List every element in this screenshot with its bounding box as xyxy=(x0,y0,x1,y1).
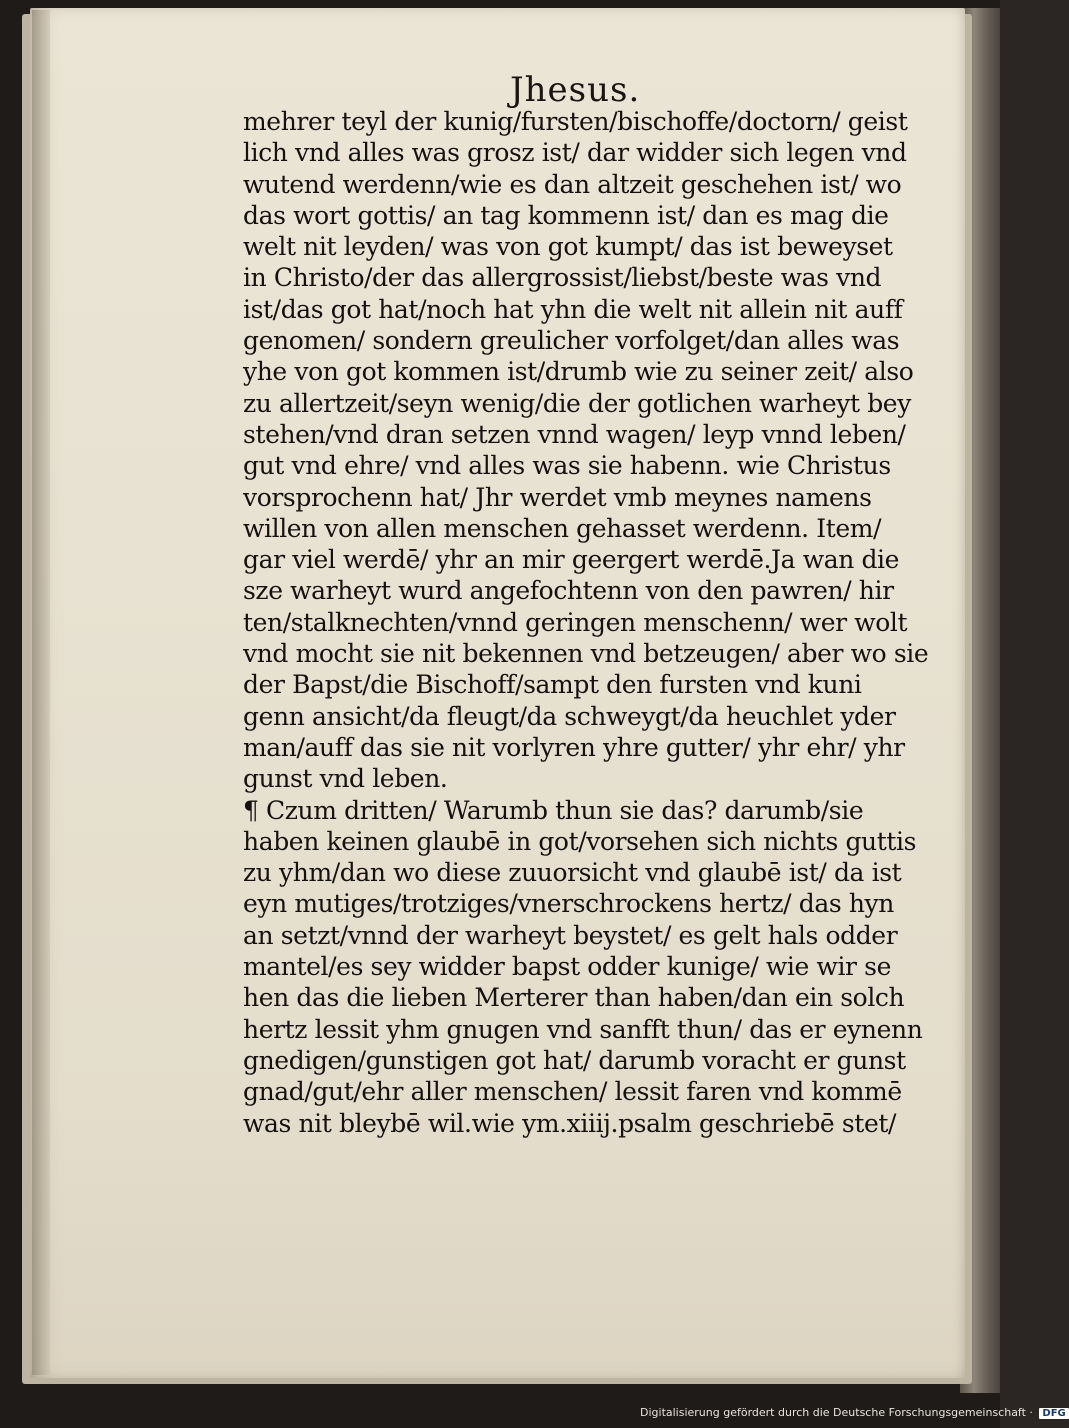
text-line: vnd mocht sie nit bekennen vnd betzeugen/ aber wo sie xyxy=(243,639,929,669)
text-line: vorsprochenn hat/ Jhr werdet vmb meynes namens xyxy=(243,482,872,512)
text-line: ¶ Czum dritten/ Warumb thun sie das? darumb/sie xyxy=(243,795,864,825)
text-line: gunst vnd leben. xyxy=(243,764,448,794)
running-head: Jhesus. xyxy=(510,70,641,110)
text-line: yhe von got kommen ist/drumb wie zu seiner zeit/ also xyxy=(243,357,914,387)
page-left-edge xyxy=(32,10,50,1375)
text-line: haben keinen glaubē in got/vorsehen sich nichts guttis xyxy=(243,826,917,856)
text-line: der Bapst/die Bischoff/sampt den fursten vnd kuni xyxy=(243,670,862,700)
text-line: zu yhm/dan wo diese zuuorsicht vnd glaubē ist/ da ist xyxy=(243,858,902,888)
text-line: hertz lessit yhm gnugen vnd sanfft thun/ das er eynenn xyxy=(243,1014,923,1044)
text-line: man/auff das sie nit vorlyren yhre gutter/ yhr ehr/ yhr xyxy=(243,732,905,762)
text-line: mehrer teyl der kunig/fursten/bischoffe/doctorn/ geist xyxy=(243,107,908,136)
text-line: mantel/es sey widder bapst odder kunige/ wie wir se xyxy=(243,952,891,982)
text-line: ist/das got hat/noch hat yhn die welt nit allein nit auff xyxy=(243,294,903,324)
text-line: gar viel werdē/ yhr an mir geergert werdē.Ja wan die xyxy=(243,545,900,575)
text-line: zu allertzeit/seyn wenig/die der gotlichen warheyt bey xyxy=(243,388,911,418)
text-line: welt nit leyden/ was von got kumpt/ das ist beweyset xyxy=(243,232,893,262)
text-line: gnedigen/gunstigen got hat/ darumb voracht er gunst xyxy=(243,1045,906,1075)
text-line: ten/stalknechten/vnnd geringen menschenn/ wer wolt xyxy=(243,607,908,637)
text-line: wutend werdenn/wie es dan altzeit geschehen ist/ wo xyxy=(243,169,902,199)
text-line: an setzt/vnnd der warheyt beystet/ es gelt hals odder xyxy=(243,920,898,950)
text-line: was nit bleybē wil.wie ym.xiiij.psalm geschriebē stet/ xyxy=(243,1108,897,1138)
text-line: das wort gottis/ an tag kommenn ist/ dan es mag die xyxy=(243,200,889,230)
text-line: eyn mutiges/trotziges/vnerschrockens hertz/ das hyn xyxy=(243,889,894,919)
text-line: gut vnd ehre/ vnd alles was sie habenn. wie Christus xyxy=(243,451,891,481)
text-line: genomen/ sondern greulicher vorfolget/dan alles was xyxy=(243,326,900,356)
text-line: lich vnd alles was grosz ist/ dar widder sich legen vnd xyxy=(243,138,907,168)
digitization-footer xyxy=(640,1406,1069,1419)
text-line: hen das die lieben Merterer than haben/dan ein solch xyxy=(243,983,905,1013)
dfg-logo: DFG xyxy=(1039,1408,1068,1419)
text-line: gnad/gut/ehr aller menschen/ lessit faren vnd kommē xyxy=(243,1077,902,1107)
text-line: genn ansicht/da fleugt/da schweygt/da heuchlet yder xyxy=(243,701,896,731)
text-line: stehen/vnd dran setzen vnnd wagen/ leyp vnnd leben/ xyxy=(243,419,906,449)
text-line: in Christo/der das allergrossist/liebst/beste was vnd xyxy=(243,263,882,293)
footer-text: Digitalisierung gefördert durch die Deutsche Forschungsgemeinschaft · xyxy=(640,1406,1033,1419)
text-line: sze warheyt wurd angefochtenn von den pawren/ hir xyxy=(243,576,894,606)
text-line: willen von allen menschen gehasset werdenn. Item/ xyxy=(243,513,882,543)
body-text xyxy=(243,106,943,1139)
